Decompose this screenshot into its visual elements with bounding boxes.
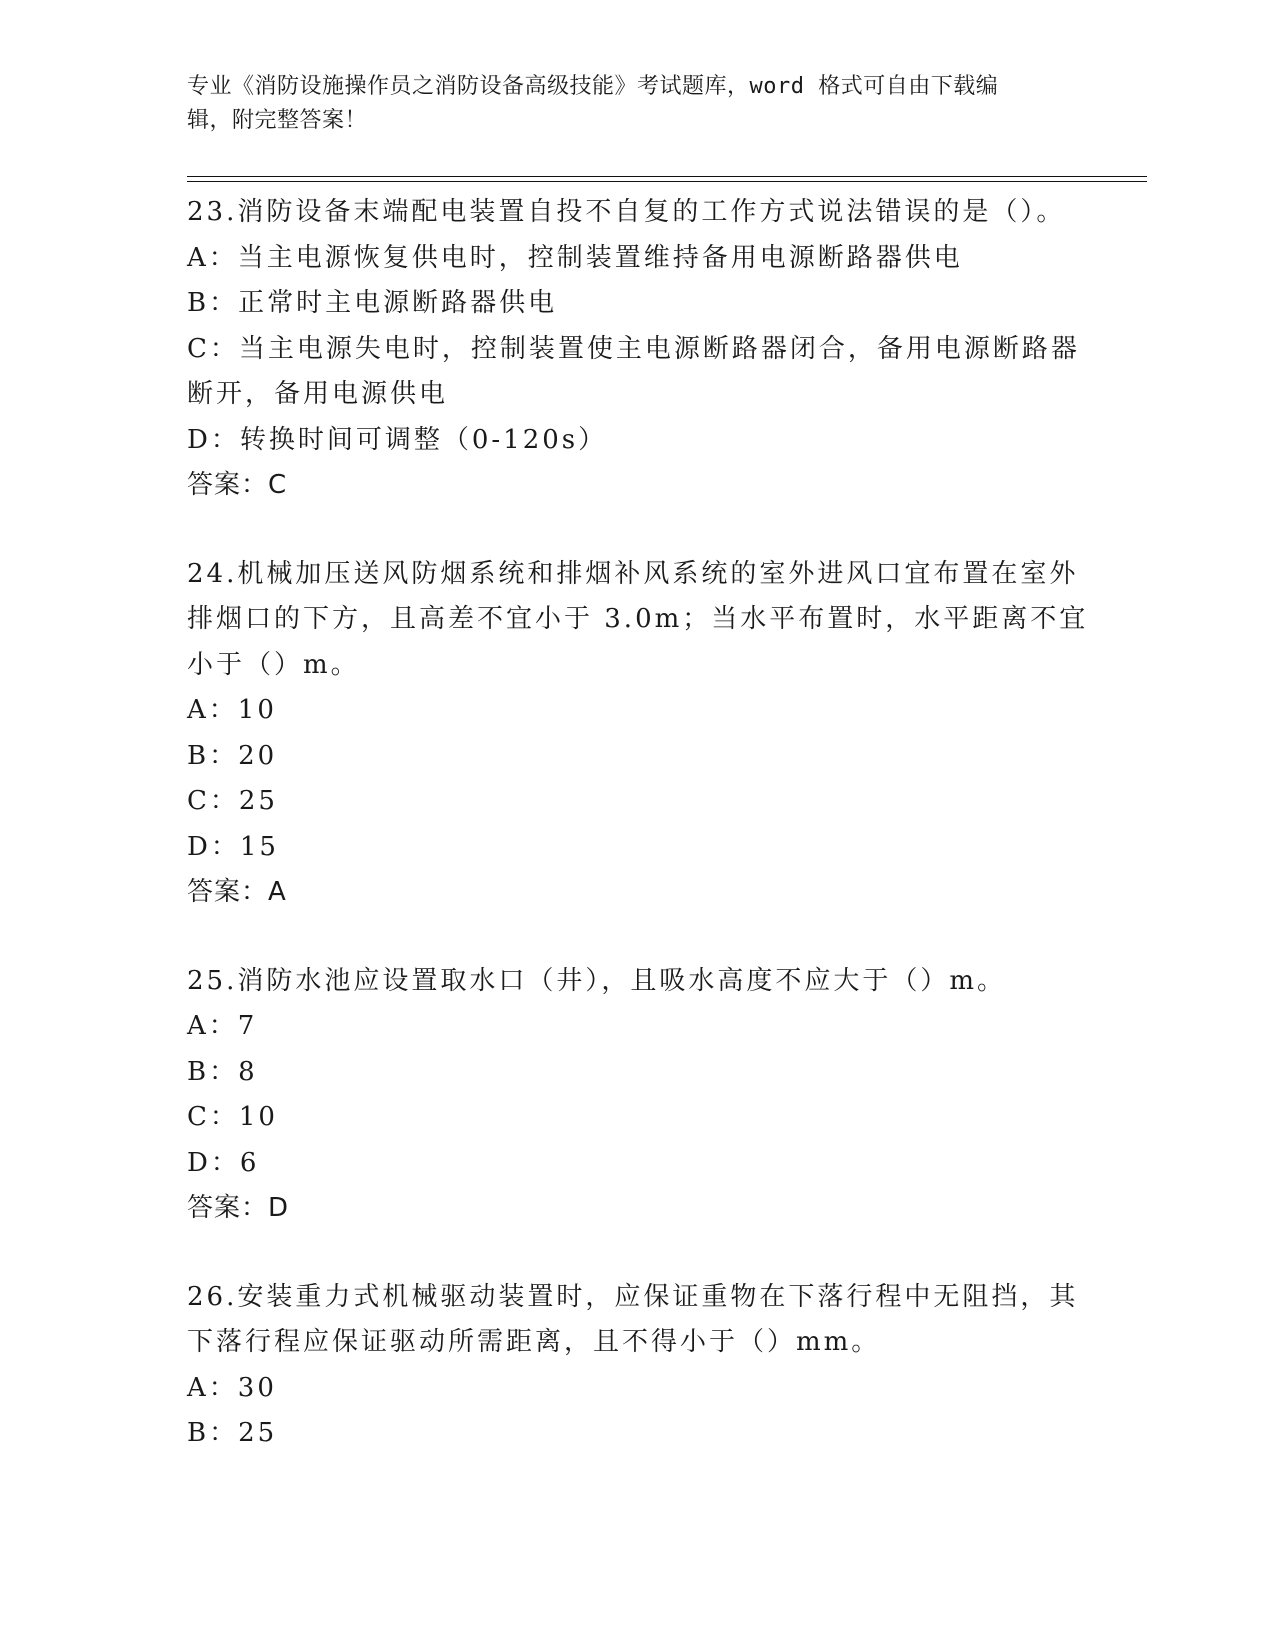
option-c (187, 779, 1067, 825)
option-b (187, 1411, 1067, 1457)
stem-line: 26.安装重力式机械驱动装置时，应保证重物在下落行程中无阻挡，其 (187, 1281, 1079, 1312)
option-d (187, 418, 1067, 464)
option-text: D：15 (187, 831, 279, 862)
stem-line: 25.消防水池应设置取水口（井），且吸水高度不应大于（）m。 (187, 965, 1007, 996)
option-text: B：正常时主电源断路器供电 (187, 288, 558, 318)
option-a (187, 688, 1067, 734)
option-text: B：25 (187, 1418, 278, 1448)
option-d (187, 825, 1067, 871)
stem-line: 小于（）m。 (187, 649, 360, 680)
option-text: C：10 (187, 1102, 278, 1132)
option-b (187, 281, 1067, 327)
option-text-continued: 断开，备用电源供电 (187, 379, 449, 409)
stem-line: 23.消防设备末端配电装置自投不自复的工作方式说法错误的是（）。 (187, 197, 1066, 227)
answer-label: 答案：D (187, 1193, 290, 1223)
question-24 (187, 552, 1089, 916)
option-b (187, 1050, 1067, 1096)
option-text: C：25 (187, 786, 278, 816)
header-rule-top (187, 176, 1147, 177)
option-text: A：10 (187, 695, 277, 725)
option-text: B：20 (187, 740, 278, 771)
question-stem (187, 552, 1089, 689)
option-c (187, 1095, 1067, 1141)
header-line-2: 辑，附完整答案！ (187, 108, 368, 133)
answer-label: 答案：C (187, 470, 288, 500)
option-text: B：8 (187, 1056, 258, 1087)
stem-line: 24.机械加压送风防烟系统和排烟补风系统的室外进风口宜布置在室外 (187, 558, 1079, 589)
question-stem (187, 959, 1067, 1005)
document-header (187, 70, 1067, 138)
question-25 (187, 959, 1067, 1232)
option-a (187, 1366, 1067, 1412)
question-23 (187, 190, 1080, 509)
header-line-1: 专业《消防设施操作员之消防设备高级技能》考试题库，word 格式可自由下载编 (187, 74, 999, 99)
question-stem (187, 190, 1067, 236)
option-text: A：7 (187, 1011, 258, 1041)
stem-line: 排烟口的下方，且高差不宜小于 3.0m；当水平布置时，水平距离不宜 (187, 604, 1089, 634)
option-text: A：当主电源恢复供电时，控制装置维持备用电源断路器供电 (187, 242, 963, 273)
header-rule-bottom (187, 181, 1147, 182)
option-d (187, 1141, 1067, 1187)
option-text: D：转换时间可调整（0-120s） (187, 424, 608, 455)
option-text: C：当主电源失电时，控制装置使主电源断路器闭合，备用电源断路器 (187, 333, 1080, 364)
option-text: A：30 (187, 1372, 277, 1403)
question-26 (187, 1275, 1079, 1457)
option-a (187, 236, 1067, 282)
question-list (187, 190, 1089, 1500)
answer-label: 答案：A (187, 877, 287, 907)
option-b (187, 734, 1067, 780)
option-c (187, 327, 1080, 418)
option-a (187, 1004, 1067, 1050)
stem-line: 下落行程应保证驱动所需距离，且不得小于（）mm。 (187, 1327, 881, 1357)
option-text: D：6 (187, 1147, 260, 1178)
question-stem (187, 1275, 1079, 1366)
